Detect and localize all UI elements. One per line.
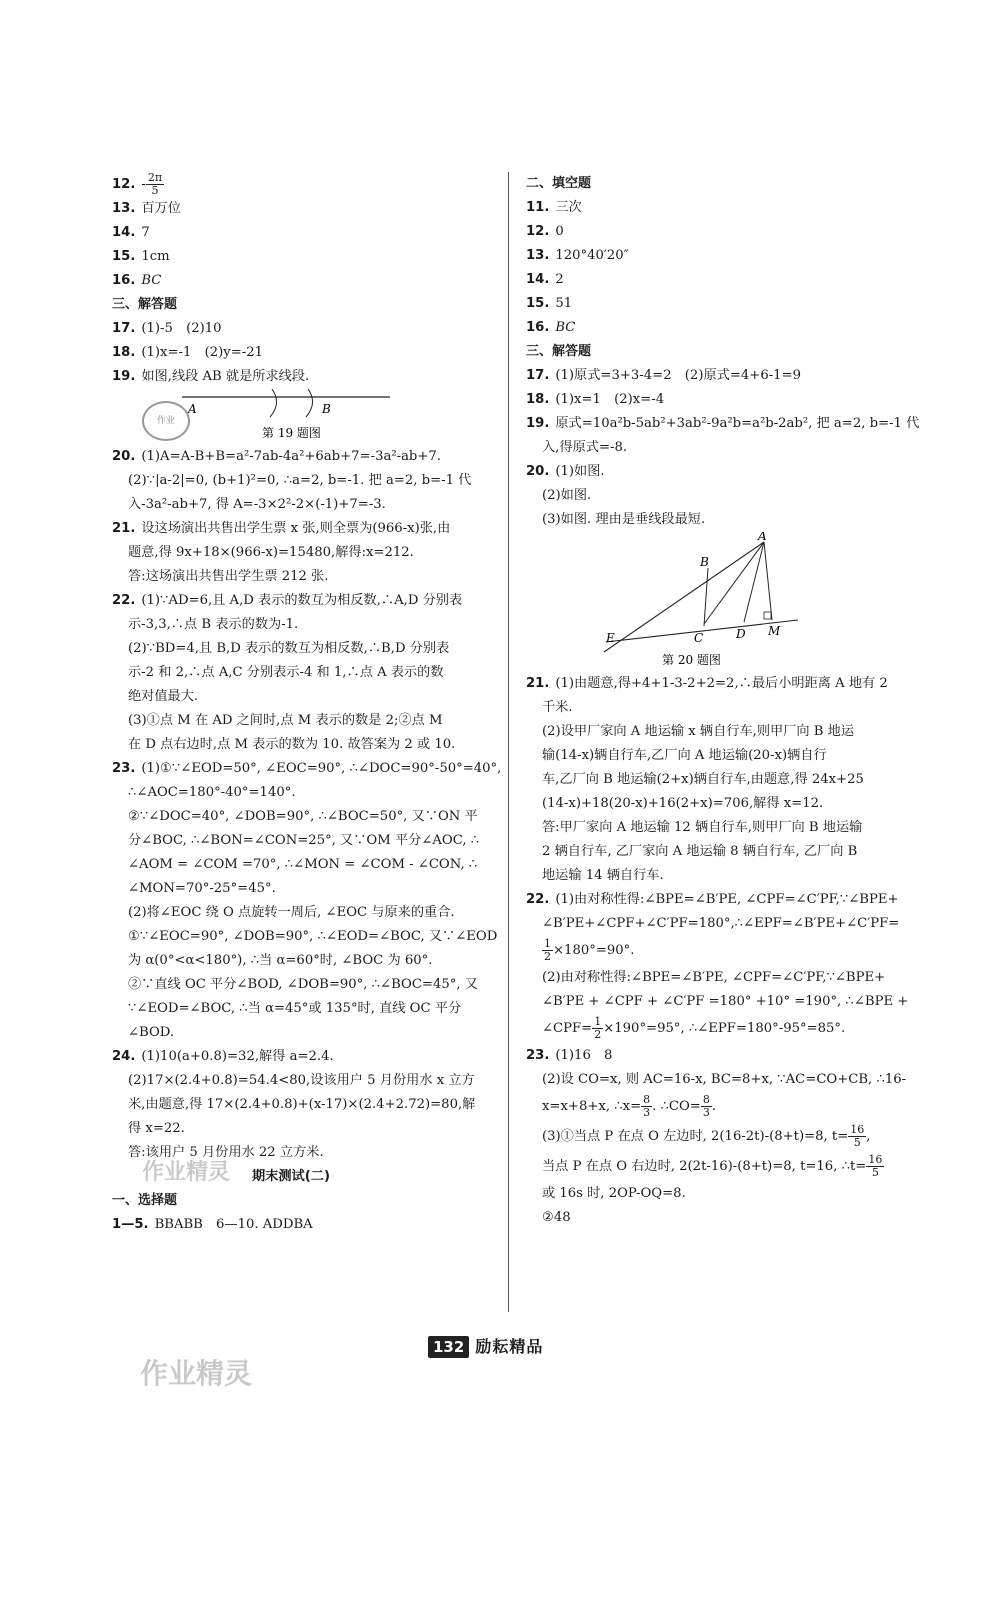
answer-18: 18. (1)x=-1 (2)y=-21	[112, 345, 263, 360]
answer-21-line: 输(14-x)辆自行车,乙厂向 A 地运输(20-x)辆自行	[542, 748, 827, 763]
answer-23-line: ②∵∠DOC=40°, ∠DOB=90°, ∴∠BOC=50°, 又∵ON 平	[128, 809, 478, 824]
answer-21-line: 答:甲厂家向 A 地运输 12 辆自行车,则甲厂向 B 地运输	[542, 820, 863, 835]
answer-20-line: (3)如图. 理由是垂线段最短.	[542, 512, 706, 527]
answer-15: 15. 51	[526, 296, 573, 311]
answer-20-line: (2)∵|a-2|=0, (b+1)²=0, ∴a=2, b=-1. 把 a=2, b=-1 代	[128, 473, 472, 488]
section-heading: 三、解答题	[526, 344, 592, 359]
answer-23-line: ∵∠EOD=∠BOC, ∴当 α=45°或 135°时, 直线 OC 平分	[128, 1001, 462, 1016]
answer-14: 14. 7	[112, 225, 150, 240]
answer-23-line: ②∵直线 OC 平分∠BOD, ∠DOB=90°, ∴∠BOC=45°, 又	[128, 977, 478, 992]
answer-21-line: 答:这场演出共售出学生票 212 张.	[128, 569, 329, 584]
fraction: $\frac{16}{5}$	[868, 1153, 883, 1179]
answer-20-line: (2)如图.	[542, 488, 592, 503]
answer-23-line: (2)设 CO=x, 则 AC=16-x, BC=8+x, ∵AC=CO+CB, ∴16-	[542, 1072, 907, 1087]
watermark-text: 作业精灵	[140, 1357, 253, 1390]
answer-19: 19. 如图,线段 AB 就是所求线段.	[112, 369, 310, 384]
answer-23-line: ∠AOM = ∠COM =70°, ∴∠MON = ∠COM - ∠CON, ∴	[128, 857, 478, 872]
exam-title: 期末测试(二)	[252, 1169, 330, 1184]
section-heading: 三、解答题	[112, 297, 178, 312]
answer-23-line: ①∵∠EOC=90°, ∠DOB=90°, ∴∠EOD=∠BOC, 又∵∠EOD	[128, 929, 498, 944]
fraction: $\frac{1}{2}$	[594, 1015, 602, 1041]
left-column	[112, 172, 502, 1237]
answer-22-line: (3)①点 M 在 AD 之间时,点 M 表示的数是 2;②点 M	[128, 713, 443, 728]
answer-22: 22. (1)∵AD=6,且 A,D 表示的数互为相反数,∴A,D 分别表	[112, 593, 463, 608]
answer-22-line: ∠CPF= $\frac{1}{2}$ ×190°=95°, ∴∠EPF=180°-95°=85°.	[542, 1015, 846, 1041]
label-b: B	[322, 402, 331, 416]
answer-22-line: 在 D 点右边时,点 M 表示的数为 10. 故答案为 2 或 10.	[128, 737, 456, 752]
answer-23-line: ②48	[542, 1210, 571, 1225]
answer-21-line: 地运输 14 辆自行车.	[542, 868, 664, 883]
label-m: M	[768, 624, 781, 638]
answer-23-line: ∠MON=70°-25°=45°.	[128, 881, 276, 896]
answer-16: 16. BC	[112, 273, 162, 288]
answer-19-line: 入,得原式=-8.	[542, 440, 628, 455]
figure-20-drawing	[526, 532, 918, 672]
label-b: B	[700, 555, 709, 569]
answer-21-line: 车,乙厂向 B 地运输(2+x)辆自行车,由题意,得 24x+25	[542, 772, 864, 787]
answer-12: 12. - $\frac{2\pi}{5}$	[112, 171, 163, 197]
answer-11: 11. 三次	[526, 200, 582, 215]
answer-17: 17. (1)原式=3+3-4=2 (2)原式=4+6-1=9	[526, 368, 802, 383]
page-footer	[428, 1334, 543, 1364]
answer-23-line: (2)将∠EOC 绕 O 点旋转一周后, ∠EOC 与原来的重合.	[128, 905, 455, 920]
section-heading: 一、选择题	[112, 1193, 178, 1208]
fraction: $\frac{2\pi}{5}$	[147, 171, 163, 197]
answer-24-line: 答:该用户 5 月份用水 22 立方米.	[128, 1145, 324, 1160]
figure-20	[526, 532, 918, 672]
section-heading: 二、填空题	[526, 176, 592, 191]
answer-24-line: 米,由题意,得 17×(2.4+0.8)+(x-17)×(2.4+2.72)=80,解	[128, 1097, 476, 1112]
label-d: D	[736, 627, 746, 641]
answer-23: 23. (1)①∵∠EOD=50°, ∠EOC=90°, ∴∠DOC=90°-50°=40°,	[112, 761, 502, 776]
answer-19: 19. 原式=10a²b-5ab²+3ab²-9a²b=a²b-2ab², 把 a=2, b=-1 代	[526, 416, 920, 431]
exam-title-row	[112, 1160, 502, 1189]
answer-21-line: (2)设甲厂家向 A 地运输 x 辆自行车,则甲厂向 B 地运	[542, 724, 855, 739]
label-a: A	[758, 532, 767, 543]
answer-20: 20. (1)A=A-B+B=a²-7ab-4a²+6ab+7=-3a²-ab+7.	[112, 449, 442, 464]
answer-23-line: 或 16s 时, 2OP-OQ=8.	[542, 1186, 686, 1201]
label-e: E	[606, 631, 615, 645]
answer-22-line: ∠B′PE + ∠CPF + ∠C′PF =180° +10° =190°, ∴∠BPE +	[542, 994, 909, 1009]
fraction: $\frac{8}{3}$	[702, 1093, 710, 1119]
answer-20: 20. (1)如图.	[526, 464, 605, 479]
answer-21-line: 2 辆自行车, 乙厂家向 A 地运输 8 辆自行车, 乙厂向 B	[542, 844, 858, 859]
answer-13: 13. 百万位	[112, 201, 181, 216]
fraction: $\frac{16}{5}$	[850, 1123, 865, 1149]
answer-22-line: $\frac{1}{2}$ ×180°=90°.	[544, 937, 635, 963]
watermark-text: 作业精灵	[142, 1160, 231, 1185]
answer-23: 23. (1)16 8	[526, 1048, 613, 1063]
answer-22-line: 绝对值最大.	[128, 689, 199, 704]
answer-22-line: 示-2 和 2,∴点 A,C 分别表示-4 和 1,∴点 A 表示的数	[128, 665, 444, 680]
fraction: $\frac{8}{3}$	[643, 1093, 651, 1119]
page-number: 132	[428, 1336, 469, 1358]
fraction: $\frac{1}{2}$	[544, 937, 551, 963]
answer-22-line: 示-3,3,∴点 B 表示的数为-1.	[128, 617, 299, 632]
answer-23-line: 分∠BOC, ∴∠BON=∠CON=25°, 又∵OM 平分∠AOC, ∴	[128, 833, 480, 848]
answer-24-line: 得 x=22.	[128, 1121, 185, 1136]
answer-18: 18. (1)x=1 (2)x=-4	[526, 392, 665, 407]
label-a: A	[188, 402, 197, 416]
answer-21-line: 千米.	[542, 700, 573, 715]
answer-14: 14. 2	[526, 272, 564, 287]
answer-17: 17. (1)-5 (2)10	[112, 321, 222, 336]
answer-22: 22. (1)由对称性得:∠BPE=∠B′PE, ∠CPF=∠C′PF,∵∠BPE+	[526, 892, 899, 907]
answer-15: 15. 1cm	[112, 249, 170, 264]
answer-23-line: 为 α(0°<α<180°), ∴当 α=60°时, ∠BOC 为 60°.	[128, 953, 433, 968]
figure-caption: 第 19 题图	[262, 426, 321, 440]
brand-name: 励耘精品	[475, 1337, 544, 1356]
figure-caption: 第 20 题图	[662, 653, 721, 667]
answer-24-line: (2)17×(2.4+0.8)=54.4<80,设该用户 5 月份用水 x 立方	[128, 1073, 475, 1088]
answer-1-10: 1—5. BBABB 6—10. ADDBA	[112, 1217, 313, 1232]
answer-21-line: 题意,得 9x+18×(966-x)=15480,解得:x=212.	[128, 545, 414, 560]
answer-23-line: ∴∠AOC=180°-40°=140°.	[128, 785, 296, 800]
answer-23-line: x=x+8+x, ∴x= $\frac{8}{3}$ . ∴CO= $\frac{8}{3}$ .	[542, 1093, 717, 1119]
answer-24: 24. (1)10(a+0.8)=32,解得 a=2.4.	[112, 1049, 334, 1064]
answer-16: 16. BC	[526, 320, 576, 335]
label-c: C	[694, 631, 704, 645]
answer-21-line: (14-x)+18(20-x)+16(2+x)=706,解得 x=12.	[542, 796, 824, 811]
answer-23-line: ∠BOD.	[128, 1025, 175, 1040]
answer-12: 12. 0	[526, 224, 564, 239]
answer-20-line: 入-3a²-ab+7, 得 A=-3×2²-2×(-1)+7=-3.	[128, 497, 386, 512]
answer-21: 21. 设这场演出共售出学生票 x 张,则全票为(966-x)张,由	[112, 521, 451, 536]
answer-23-line: 当点 P 在点 O 右边时, 2(2t-16)-(8+t)=8, t=16, ∴t= $\frac{16}{5}$	[542, 1153, 883, 1179]
figure-19	[112, 389, 502, 445]
answer-22-line: (2)由对称性得:∠BPE=∠B′PE, ∠CPF=∠C′PF,∵∠BPE+	[542, 970, 886, 985]
right-column	[526, 172, 918, 1230]
answer-22-line: ∠B′PE+∠CPF+∠C′PF=180°,∴∠EPF=∠B′PE+∠C′PF=	[542, 916, 900, 931]
answer-21: 21. (1)由题意,得+4+1-3-2+2=2,∴最后小明距离 A 地有 2	[526, 676, 888, 691]
stamp-watermark: 作业	[142, 401, 190, 441]
answer-22-line: (2)∵BD=4,且 B,D 表示的数互为相反数,∴B,D 分别表	[128, 641, 450, 656]
answer-13: 13. 120°40′20″	[526, 248, 629, 263]
column-divider	[508, 172, 509, 1312]
answer-23-line: (3)①当点 P 在点 O 左边时, 2(16-2t)-(8+t)=8, t= $\frac{16}{5}$ ,	[542, 1123, 871, 1149]
